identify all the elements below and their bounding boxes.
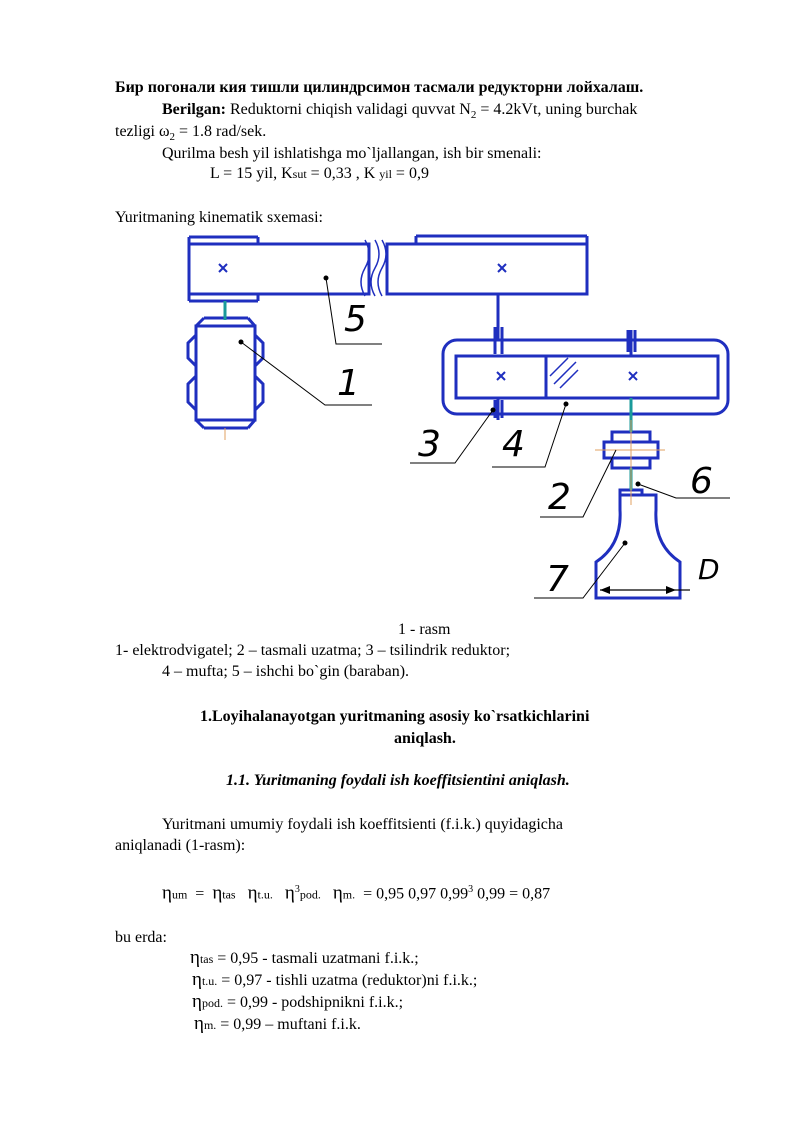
given-text-b: = 4.2kVt, uning burchak — [476, 101, 638, 118]
motor-body — [196, 326, 255, 420]
scheme-label-6: 6 — [690, 461, 713, 502]
tezligi-a: tezligi ω — [115, 123, 170, 140]
given-sub: 2 — [470, 109, 477, 122]
where-sub: pod. — [201, 996, 223, 1010]
eta-symbol: η — [212, 882, 223, 904]
scheme-label-7: 7 — [546, 559, 569, 600]
where-text: = 0,95 - tasmali uzatmani f.i.k.; — [213, 950, 419, 967]
where-item — [194, 1014, 361, 1035]
sub-um: um — [171, 887, 188, 902]
dimension-label-D: D — [698, 553, 720, 586]
eta-symbol: η — [192, 991, 202, 1012]
equals: = — [195, 885, 205, 903]
eta-symbol: η — [247, 882, 258, 904]
drum-left-part — [189, 244, 369, 294]
scheme-label-3: 3 — [418, 424, 441, 465]
given-label: Berilgan: — [162, 101, 226, 118]
reducer-housing-inner — [456, 356, 718, 398]
gear-hatching — [550, 358, 578, 388]
scheme-label-5: 5 — [344, 299, 367, 340]
subsection-title: 1.1. Yuritmaning foydali ish koeffitsientini aniqlash. — [226, 772, 570, 789]
scheme-heading: Yuritmaning kinematik sxemasi: — [115, 209, 323, 226]
formula-values: = 0,95 0,97 0,99 — [363, 885, 469, 903]
eta-symbol: η — [192, 969, 202, 990]
paragraph-line-1: Yuritmani umumiy foydali ish koeffitsienti (f.i.k.) quyidagicha — [162, 816, 563, 833]
where-item — [190, 948, 419, 969]
dim-arrow-left — [600, 586, 610, 594]
given-text-a: Reduktorni chiqish validagi quvvat N — [226, 101, 471, 118]
leader-lines — [241, 278, 730, 598]
values-exponent: 3 — [468, 884, 474, 895]
params-yil: yil — [379, 167, 392, 181]
sub-tu: t.u. — [257, 887, 273, 902]
drum7-body — [596, 495, 680, 598]
efficiency-formula — [162, 880, 550, 904]
where-label: bu erda: — [115, 929, 167, 946]
paragraph-line-2: aniqlanadi (1-rasm): — [115, 837, 246, 854]
legend-line-2: 4 – mufta; 5 – ishchi bo`gin (baraban). — [162, 663, 410, 680]
drum-right-part — [387, 244, 587, 294]
dim-arrow-right — [666, 586, 676, 594]
sub-pod: pod. — [299, 887, 321, 902]
where-sub: m. — [203, 1018, 217, 1032]
scheme-label-4: 4 — [502, 424, 525, 465]
eta-symbol: η — [190, 947, 200, 968]
eta-symbol: η — [194, 1013, 204, 1034]
where-item — [192, 992, 403, 1013]
sub-tas: tas — [222, 887, 236, 902]
scheme-label-2: 2 — [548, 477, 571, 518]
where-sub: t.u. — [201, 974, 218, 988]
legend-line-1: 1- elektrodvigatel; 2 – tasmali uzatma; 3 – tsilindrik reduktor; — [115, 642, 511, 659]
leader-dots — [239, 276, 641, 546]
where-text: = 0,97 - tishli uzatma (reduktor)ni f.i.k.; — [217, 972, 478, 989]
where-item — [192, 970, 477, 991]
params-l: L = 15 yil, K — [210, 165, 293, 182]
eta-symbol: η — [332, 882, 343, 904]
design-life-line: Qurilma besh yil ishlatishga mo`ljallangan, ish bir smenali: — [162, 145, 542, 162]
params-mid: = 0,33 , K — [306, 165, 380, 182]
where-text: = 0,99 - podshipnikni f.i.k.; — [222, 994, 404, 1011]
document-title: Бир погонали кия тишли цилиндрсимон тасмали редукторни лойхалаш. — [115, 79, 644, 96]
sub-m: m. — [342, 887, 356, 902]
scheme-label-1: 1 — [337, 363, 360, 404]
tezligi-b: = 1.8 rad/sek. — [175, 123, 267, 140]
section-title-line-2: aniqlash. — [394, 730, 456, 747]
figure-caption: 1 - rasm — [398, 621, 451, 638]
tezligi-sub: 2 — [169, 131, 176, 144]
drum-break-marks — [361, 240, 386, 296]
eta-symbol: η — [162, 882, 172, 904]
scheme-outlines — [188, 236, 728, 598]
section-title-line-1: 1.Loyihalanayotgan yuritmaning asosiy ko`rsatkichlarini — [200, 708, 590, 725]
reducer-housing-outer — [443, 340, 728, 414]
params-end: = 0,9 — [391, 165, 429, 182]
formula-result: 0,99 = 0,87 — [473, 885, 551, 903]
bearing-crosses — [219, 264, 637, 380]
where-sub: tas — [199, 952, 214, 966]
where-text: = 0,99 – muftani f.i.k. — [216, 1016, 361, 1033]
cube-exponent: 3 — [294, 884, 300, 895]
params-sut: sut — [292, 167, 307, 181]
eta-symbol: η — [284, 882, 295, 904]
